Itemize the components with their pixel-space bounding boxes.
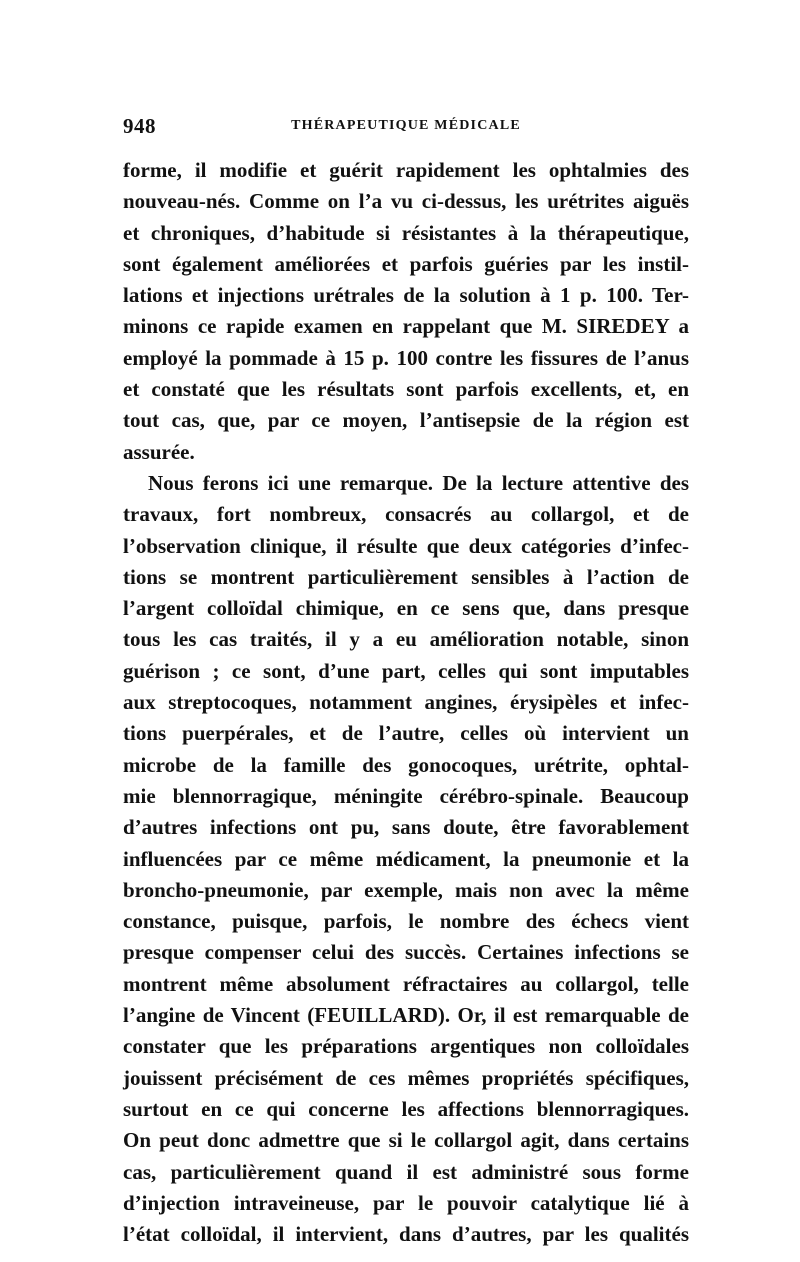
text-line: montrent même absolument réfractaires au collargol, telle (123, 971, 689, 996)
text-line: constater que les préparations argentiques non colloïdales (123, 1034, 689, 1059)
text-line: tions se montrent particulièrement sensibles à l’action de (123, 564, 689, 589)
text-line: mie blennorragique, méningite cérébro-spinale. Beaucoup (123, 783, 689, 808)
text-line: tout cas, que, par ce moyen, l’antisepsie de la région est (123, 408, 689, 433)
text-line: l’état colloïdal, il intervient, dans d’autres, par les qualités (123, 1222, 689, 1247)
text-line: et constaté que les résultats sont parfois excellents, et, en (123, 377, 689, 402)
text-line: d’autres infections ont pu, sans doute, être favorablement (123, 815, 689, 840)
text-line: lations et injections urétrales de la solution à 1 p. 100. Ter- (123, 283, 689, 308)
text-line: l’observation clinique, il résulte que deux catégories d’infec- (123, 533, 689, 558)
text-line: sont également améliorées et parfois guéries par les instil- (123, 251, 689, 276)
text-line: On peut donc admettre que si le collargol agit, dans certains (123, 1128, 689, 1153)
text-line: et chroniques, d’habitude si résistantes à la thérapeutique, (123, 220, 689, 245)
text-line: cas, particulièrement quand il est administré sous forme (123, 1159, 689, 1184)
text-line: forme, il modifie et guérit rapidement les ophtalmies des (123, 158, 689, 182)
text-line: jouissent précisément de ces mêmes propriétés spécifiques, (123, 1065, 689, 1090)
text-line: minons ce rapide examen en rappelant que M. SIREDEY a (123, 314, 689, 339)
text-line: microbe de la famille des gonocoques, urétrite, ophtal- (123, 752, 689, 777)
text-line: broncho-pneumonie, par exemple, mais non avec la même (123, 877, 689, 902)
page-number: 948 (123, 114, 156, 138)
text-line: guérison ; ce sont, d’une part, celles qui sont imputables (123, 658, 689, 683)
text-line: assurée. (123, 439, 195, 464)
text-line: d’injection intraveineuse, par le pouvoir catalytique lié à (123, 1190, 689, 1215)
text-line: employé la pommade à 15 p. 100 contre les fissures de l’anus (123, 345, 689, 370)
text-line: presque compenser celui des succès. Certaines infections se (123, 940, 689, 965)
running-title: THÉRAPEUTIQUE MÉDICALE (291, 118, 521, 133)
text-line: travaux, fort nombreux, consacrés au collargol, et de (123, 502, 689, 527)
text-line: tous les cas traités, il y a eu amélioration notable, sinon (123, 627, 689, 652)
paragraph-first-line: Nous ferons ici une remarque. De la lecture attentive des (148, 470, 689, 495)
text-line: influencées par ce même médicament, la pneumonie et la (123, 846, 689, 871)
body-text (123, 155, 689, 1250)
text-line: constance, puisque, parfois, le nombre des échecs vient (123, 909, 689, 934)
text-line: surtout en ce qui concerne les affections blennorragiques. (123, 1096, 689, 1121)
text-line: nouveau-nés. Comme on l’a vu ci-dessus, les urétrites aiguës (123, 189, 689, 214)
text-line: aux streptocoques, notamment angines, érysipèles et infec- (123, 690, 689, 715)
text-line: l’angine de Vincent (FEUILLARD). Or, il est remarquable de (123, 1003, 689, 1028)
text-line: tions puerpérales, et de l’autre, celles où intervient un (123, 721, 689, 746)
page-header (123, 114, 689, 144)
text-line: l’argent colloïdal chimique, en ce sens que, dans presque (123, 596, 689, 621)
